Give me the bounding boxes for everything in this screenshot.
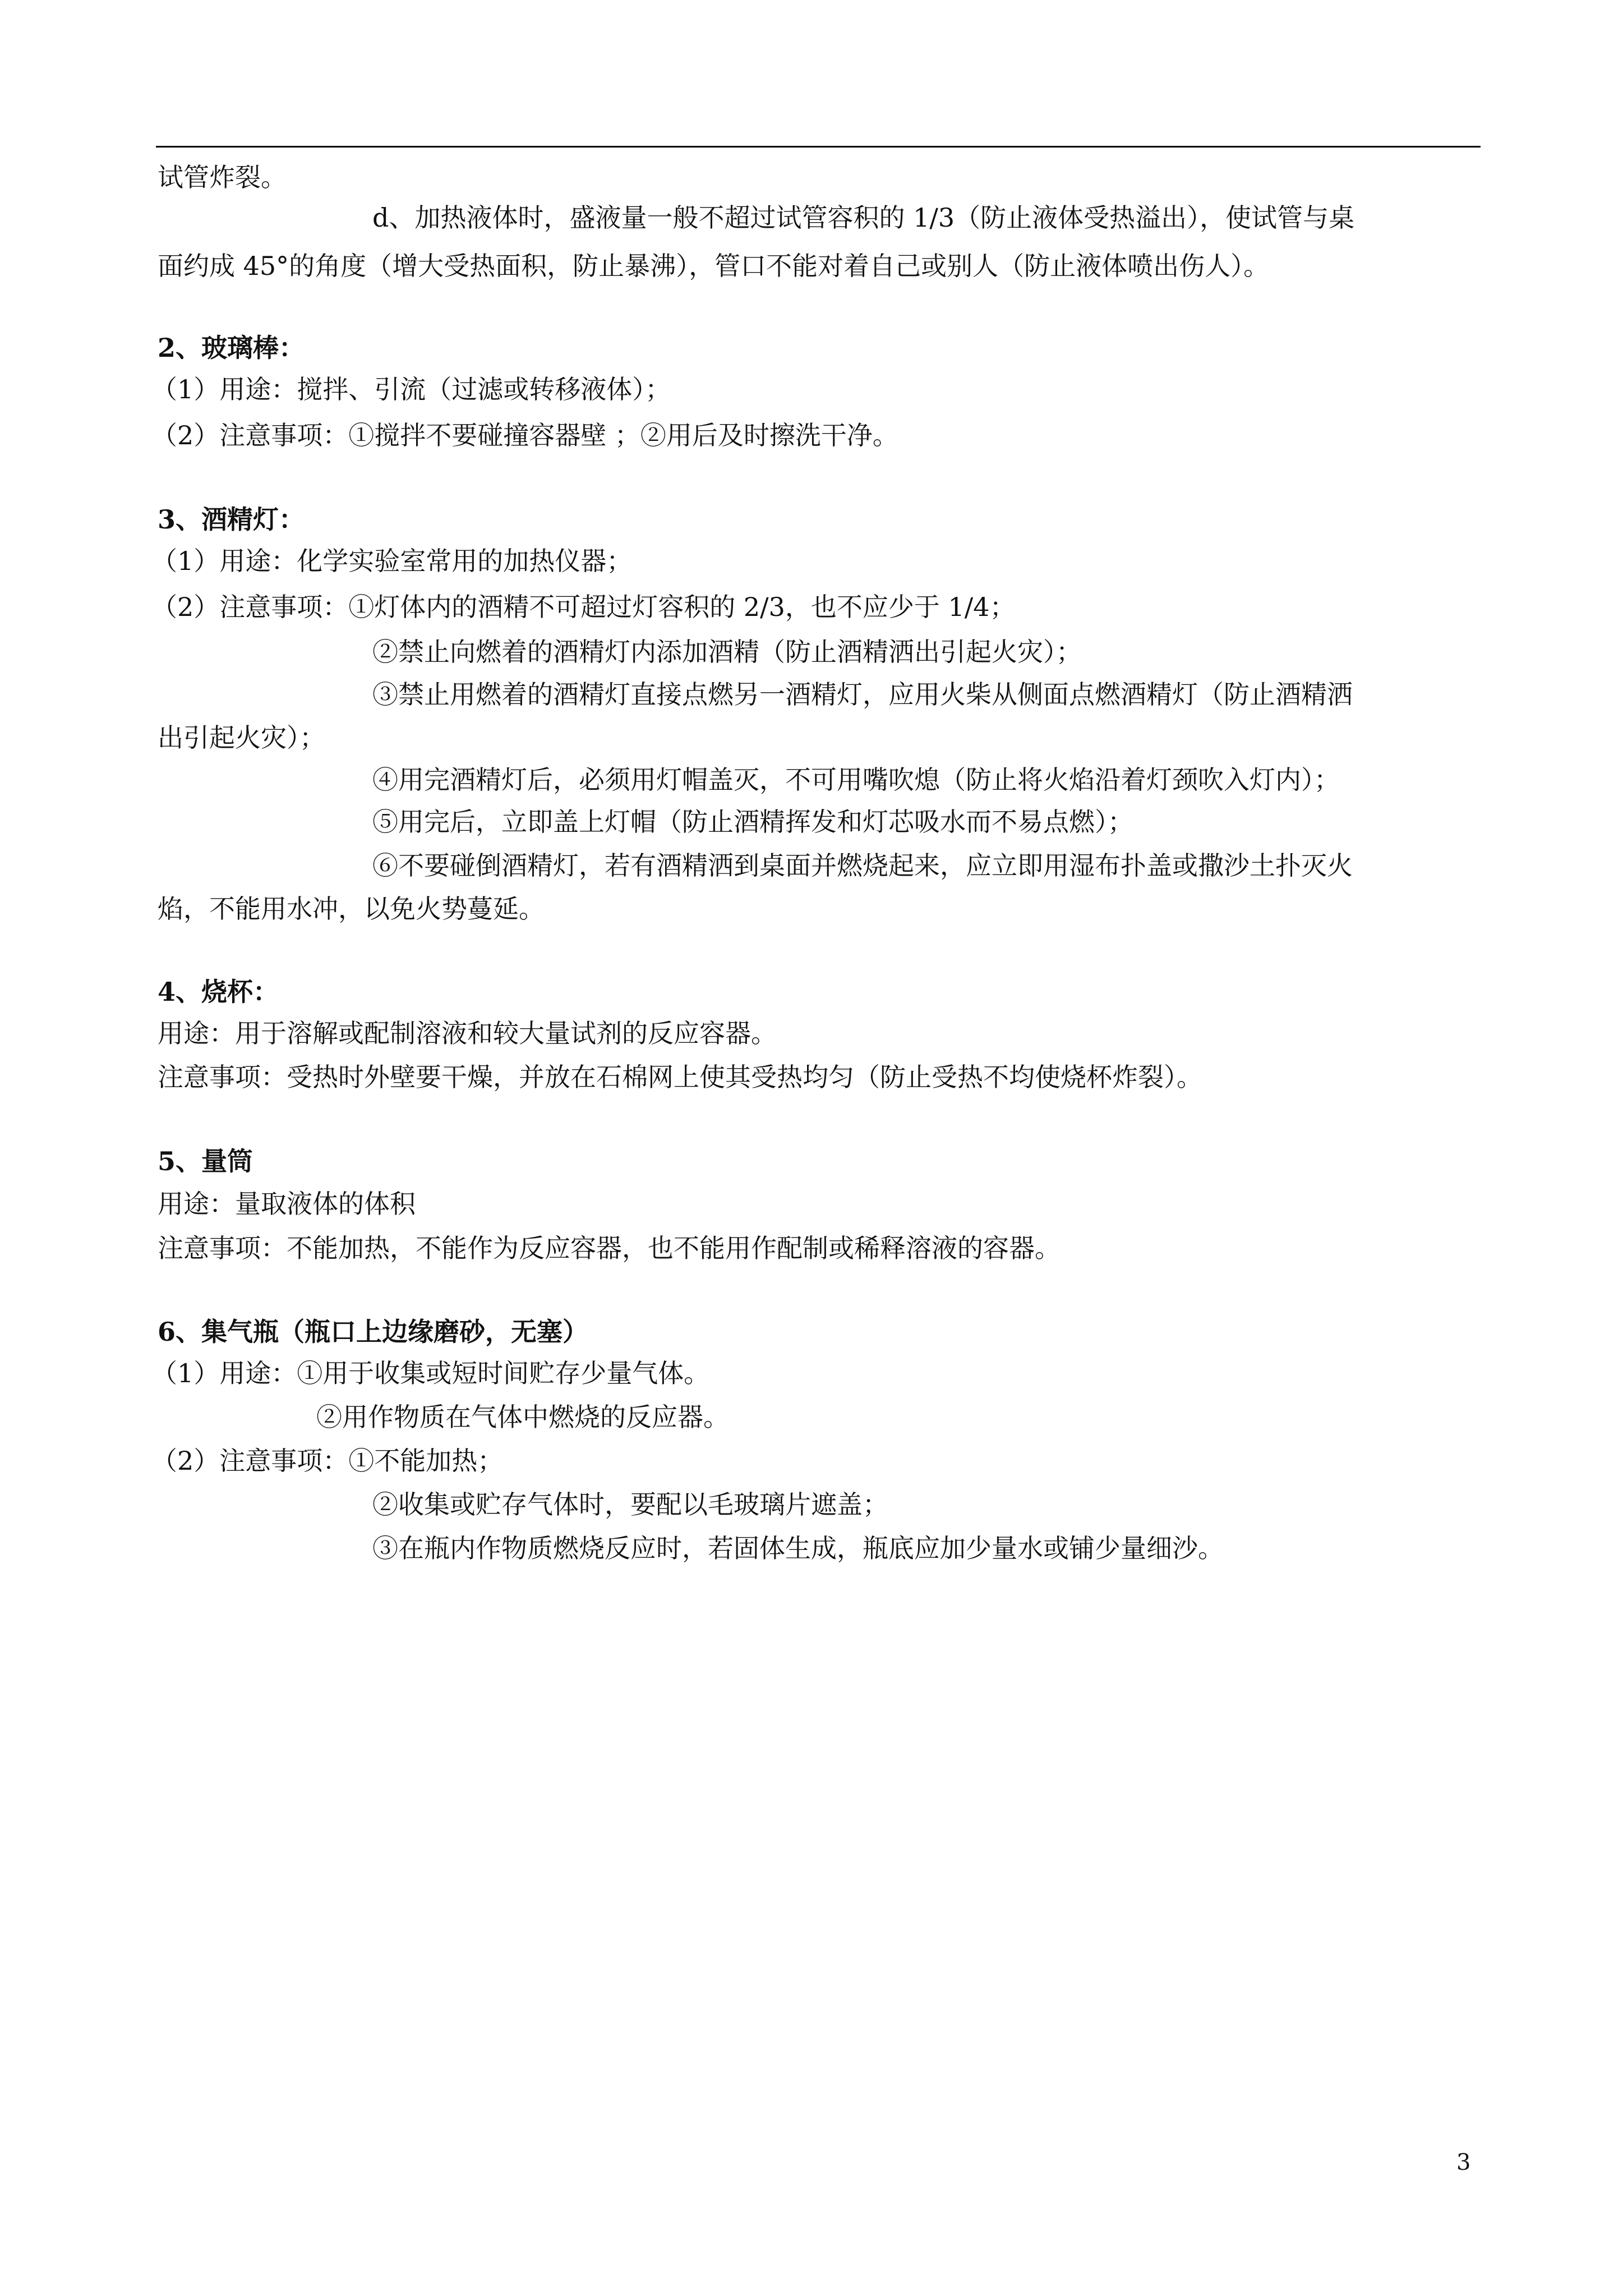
text-line: ②收集或贮存气体时，要配以毛玻璃片遮盖； xyxy=(372,1489,888,1520)
text-line: 用途：用于溶解或配制溶液和较大量试剂的反应容器。 xyxy=(158,1018,777,1048)
section-heading: 4、烧杯： xyxy=(158,977,279,1007)
text-line: ④用完酒精灯后，必须用灯帽盖灭，不可用嘴吹熄（防止将火焰沿着灯颈吹入灯内）； xyxy=(372,765,1340,795)
text-line: 面约成 45°的角度（增大受热面积，防止暴沸），管口不能对着自己或别人（防止液体喷出伤人）。 xyxy=(158,251,1270,281)
text-line: （1）用途：①用于收集或短时间贮存少量气体。 xyxy=(151,1358,710,1388)
text-line: （1）用途：化学实验室常用的加热仪器； xyxy=(151,546,633,576)
text-line: ⑥不要碰倒酒精灯，若有酒精洒到桌面并燃烧起来，应立即用湿布扑盖或撒沙土扑灭火 xyxy=(372,850,1353,881)
text-line: （1）用途：搅拌、引流（过滤或转移液体）； xyxy=(151,374,671,404)
text-line: ③禁止用燃着的酒精灯直接点燃另一酒精灯，应用火柴从侧面点燃酒精灯（防止酒精洒 xyxy=(372,679,1353,710)
text-line: ②用作物质在气体中燃烧的反应器。 xyxy=(316,1402,729,1432)
text-line: 试管炸裂。 xyxy=(158,162,287,192)
text-line: ③在瓶内作物质燃烧反应时，若固体生成，瓶底应加少量水或铺少量细沙。 xyxy=(372,1533,1224,1563)
section-heading: 6、集气瓶（瓶口上边缘磨砂，无塞） xyxy=(158,1317,589,1347)
text-line: （2）注意事项：①灯体内的酒精不可超过灯容积的 2/3，也不应少于 1/4； xyxy=(151,592,1016,622)
text-line: 出引起火灾）； xyxy=(158,723,325,753)
page-number: 3 xyxy=(1456,2150,1471,2175)
text-line: 注意事项：不能加热，不能作为反应容器，也不能用作配制或稀释溶液的容器。 xyxy=(158,1233,1061,1263)
text-line: d、加热液体时，盛液量一般不超过试管容积的 1/3（防止液体受热溢出），使试管与桌 xyxy=(372,203,1355,233)
text-line: 用途：量取液体的体积 xyxy=(158,1189,416,1219)
text-line: （2）注意事项：①搅拌不要碰撞容器壁 ；②用后及时擦洗干净。 xyxy=(151,420,898,450)
text-line: ②禁止向燃着的酒精灯内添加酒精（防止酒精洒出引起火灾）； xyxy=(372,637,1082,667)
text-line: ⑤用完后，立即盖上灯帽（防止酒精挥发和灯芯吸水而不易点燃）； xyxy=(372,807,1133,837)
section-heading: 5、量筒 xyxy=(158,1146,253,1176)
section-heading: 3、酒精灯： xyxy=(158,504,305,535)
section-heading: 2、玻璃棒： xyxy=(158,333,305,363)
text-line: 焰，不能用水冲，以免火势蔓延。 xyxy=(158,894,545,924)
text-line: （2）注意事项：①不能加热； xyxy=(151,1446,504,1476)
header-rule xyxy=(156,146,1481,148)
text-line: 注意事项：受热时外壁要干燥，并放在石棉网上使其受热均匀（防止受热不均使烧杯炸裂）。 xyxy=(158,1062,1202,1092)
